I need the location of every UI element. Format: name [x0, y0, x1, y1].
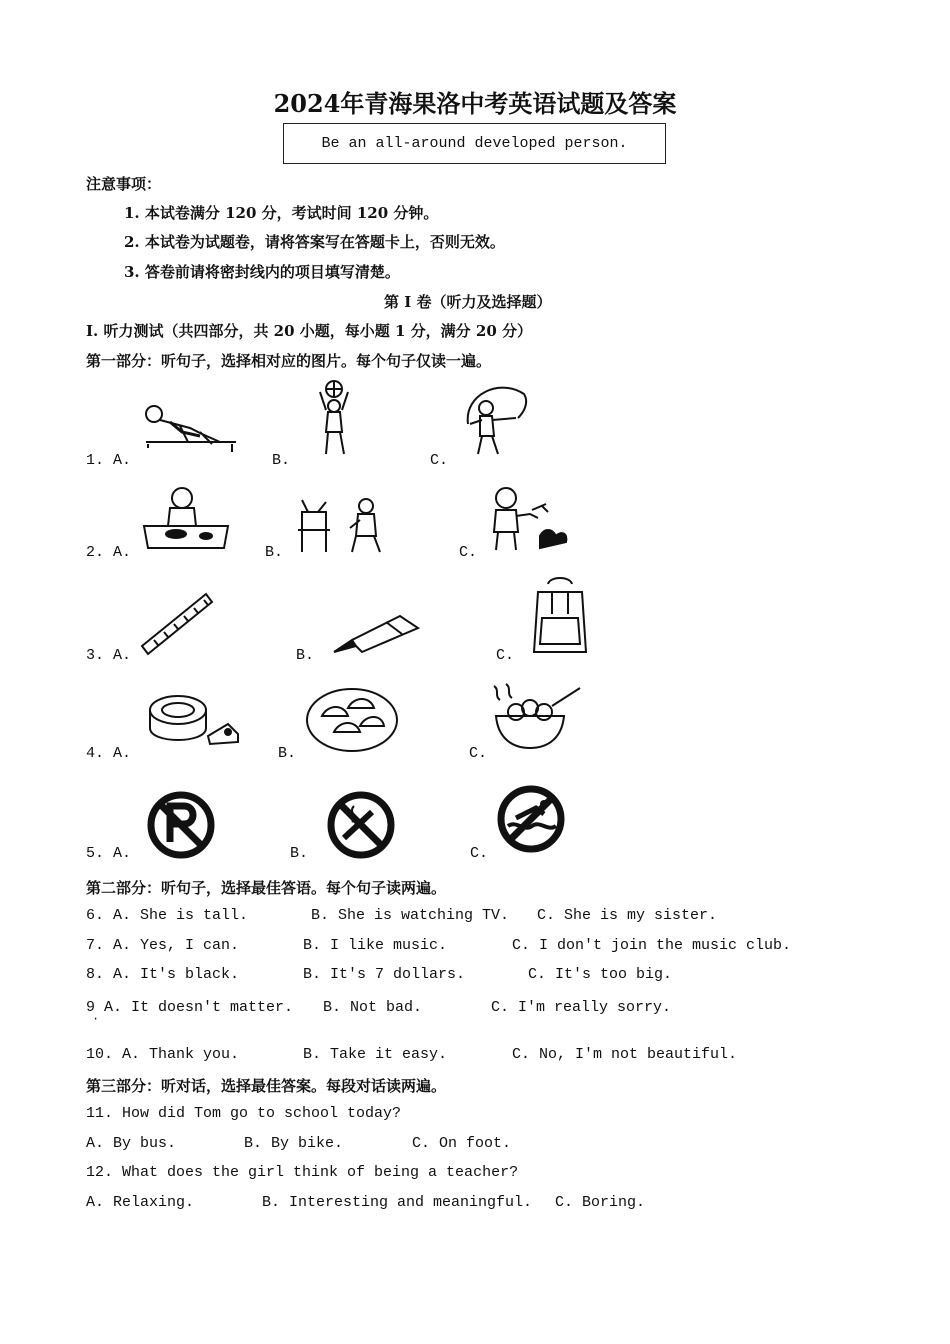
cooking-icon	[140, 486, 232, 552]
option-text: B. She is watching TV.	[311, 907, 510, 924]
option-label: B.	[265, 544, 284, 561]
option-label: C.	[470, 845, 489, 862]
option-text: C. I'm really sorry.	[491, 999, 672, 1016]
option-text: C. It's too big.	[528, 966, 673, 983]
option-text: B. Not bad.	[323, 999, 423, 1016]
high-jump-icon	[140, 398, 240, 458]
option-text: 9 A. It doesn't matter.	[86, 999, 294, 1016]
option-label: B.	[272, 452, 291, 469]
tangyuan-icon	[492, 682, 584, 752]
jump-rope-icon	[460, 384, 530, 458]
notice-heading: 注意事项：	[86, 175, 162, 193]
option-text: B. I like music.	[303, 937, 448, 954]
watching-tv-icon	[296, 490, 388, 554]
option-label: B.	[296, 647, 315, 664]
page-title: 2024年青海果洛中考英语试题及答案	[273, 89, 677, 118]
question-number: 3. A.	[86, 647, 132, 664]
motto-box	[283, 123, 666, 164]
option-text: B. Interesting and meaningful.	[262, 1194, 533, 1211]
option-label: C.	[496, 647, 515, 664]
option-label: C.	[469, 745, 488, 762]
motto-text: Be an all-around developed person.	[321, 135, 628, 152]
no-swimming-icon	[496, 784, 566, 854]
option-label: B.	[290, 845, 309, 862]
option-text: A. Relaxing.	[86, 1194, 195, 1211]
option-text: C. I don't join the music club.	[512, 937, 792, 954]
part1-heading: 第一部分：听句子，选择相对应的图片。每个句子仅读一遍。	[86, 352, 492, 370]
option-label: B.	[278, 745, 297, 762]
no-smoking-icon	[326, 790, 396, 860]
question-text: 12. What does the girl think of being a teacher?	[86, 1164, 519, 1181]
option-text: B. By bike.	[244, 1135, 344, 1152]
question-number: 5. A.	[86, 845, 132, 862]
option-text: 7. A. Yes, I can.	[86, 937, 240, 954]
backpack-icon	[530, 578, 590, 658]
ruler-icon	[140, 590, 216, 656]
no-parking-icon	[146, 790, 216, 860]
section-title: I. 听力测试（共四部分，共 20 小题，每小题 1 分，满分 20 分）	[86, 322, 532, 340]
dumplings-icon	[304, 686, 400, 754]
question-number: 2. A.	[86, 544, 132, 561]
option-text: B. It's 7 dollars.	[303, 966, 466, 983]
option-text: 8. A. It's black.	[86, 966, 240, 983]
notice-item: 1. 本试卷满分 120 分，考试时间 120 分钟。	[124, 204, 439, 222]
option-text: C. She is my sister.	[537, 907, 718, 924]
pen-icon	[330, 612, 422, 658]
volume-title: 第 I 卷（听力及选择题）	[384, 293, 552, 311]
part3-heading: 第三部分：听对话，选择最佳答案。每段对话读两遍。	[86, 1077, 447, 1095]
option-text: C. No, I'm not beautiful.	[512, 1046, 738, 1063]
question-number: 1. A.	[86, 452, 132, 469]
notice-item: 3. 答卷前请将密封线内的项目填写清楚。	[124, 263, 400, 281]
option-text: 6. A. She is tall.	[86, 907, 249, 924]
watering-flowers-icon	[486, 484, 572, 554]
option-text: A. By bus.	[86, 1135, 177, 1152]
basketball-icon	[304, 380, 364, 458]
option-text: C. On foot.	[412, 1135, 512, 1152]
part2-heading: 第二部分：听句子，选择最佳答语。每个句子读两遍。	[86, 879, 447, 897]
option-text: C. Boring.	[555, 1194, 646, 1211]
mooncake-icon	[146, 688, 242, 754]
option-text: B. Take it easy.	[303, 1046, 448, 1063]
notice-item: 2. 本试卷为试题卷，请将答案写在答题卡上，否则无效。	[124, 233, 505, 251]
option-text: 10. A. Thank you.	[86, 1046, 240, 1063]
question-text: 11. How did Tom go to school today?	[86, 1105, 402, 1122]
option-label: C.	[459, 544, 478, 561]
question-number: 4. A.	[86, 745, 132, 762]
stray-dot: ·	[92, 1012, 100, 1026]
option-label: C.	[430, 452, 449, 469]
